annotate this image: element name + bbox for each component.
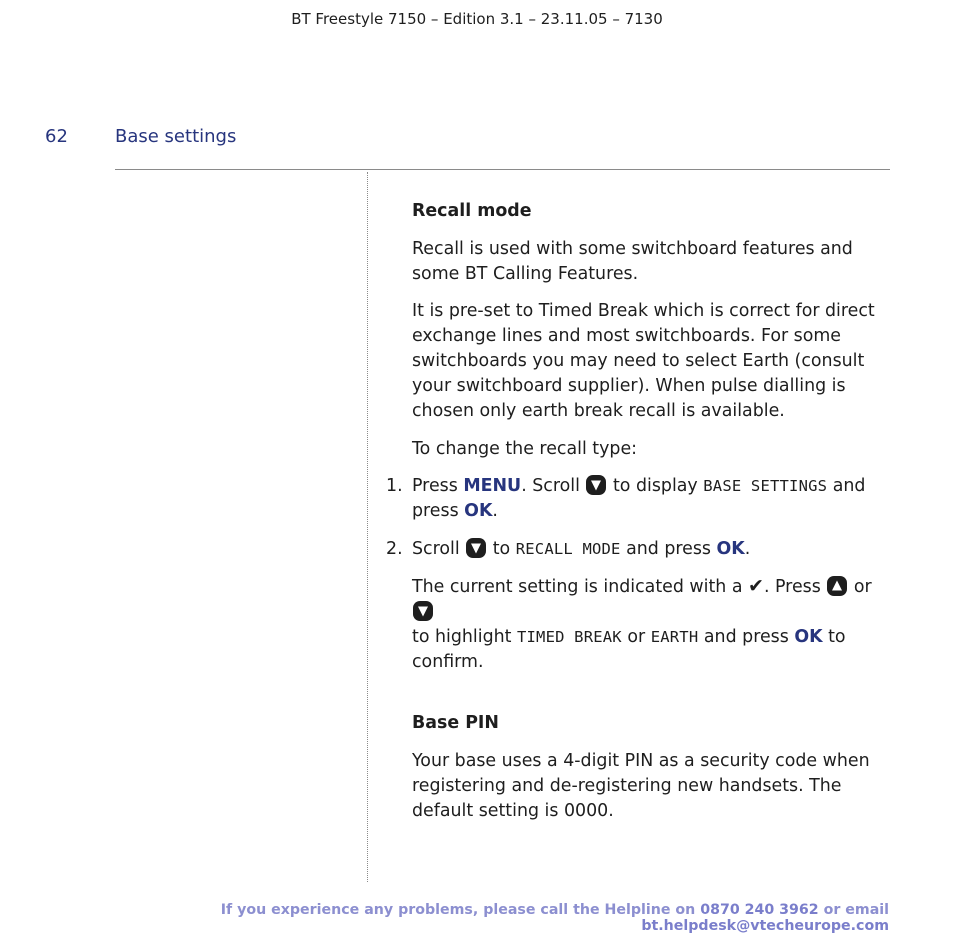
base-pin-description: Your base uses a 4-digit PIN as a security code when registering and de-registering new handsets. The default setting is 0000.: [412, 750, 870, 821]
footer-text: or email: [818, 902, 889, 918]
footer-text: If you experience any problems, please call the Helpline on: [220, 902, 701, 918]
recall-mode-instruction: To change the recall type:: [412, 438, 638, 459]
note-text: The current setting is indicated with a: [412, 577, 749, 597]
step-2-note: [412, 574, 890, 675]
note-text: to highlight: [412, 627, 517, 647]
base-pin-heading: Base PIN: [412, 713, 499, 733]
ok-key-label: OK: [464, 501, 493, 521]
step-text: and press: [620, 538, 717, 559]
menu-key-label: MENU: [463, 476, 522, 496]
helpline-phone: 0870 240 3962: [700, 902, 819, 918]
lcd-text: TIMED BREAK: [516, 628, 622, 646]
recall-mode-heading: Recall mode: [412, 201, 532, 221]
scroll-down-icon: [585, 474, 607, 496]
step-2: [386, 537, 890, 562]
scroll-down-icon: [412, 600, 434, 622]
document-info: BT Freestyle 7150 – Edition 3.1 – 23.11.05 – 7130: [291, 10, 663, 28]
header-rule: [115, 169, 890, 170]
lcd-text: EARTH: [650, 628, 699, 646]
note-text: to confirm.: [412, 627, 846, 672]
recall-mode-description: It is pre-set to Timed Break which is correct for direct exchange lines and most switchboards. For some switchboards you may need to select Earth (consult your switchboard supplier). When pulse dialling is chosen only earth break recall is available.: [412, 301, 875, 421]
note-text: and press: [698, 627, 795, 647]
note-text: . Press: [763, 577, 827, 597]
step-number: 2.: [386, 538, 403, 559]
section-title: Base settings: [115, 126, 237, 147]
column-divider: [367, 172, 368, 882]
step-text: Scroll: [412, 538, 466, 559]
scroll-up-icon: [826, 575, 848, 597]
step-text: .: [492, 501, 498, 521]
step-1: [386, 474, 890, 524]
tick-icon: ✔: [748, 575, 764, 597]
step-text: and press: [412, 476, 866, 521]
step-text: .: [744, 538, 751, 559]
step-text: to display: [607, 476, 704, 496]
ok-key-label: OK: [794, 627, 823, 647]
note-text: or: [621, 627, 651, 647]
helpline-footer: [0, 902, 889, 934]
note-text: or: [848, 577, 872, 597]
page-number: 62: [45, 126, 68, 147]
helpdesk-email: bt.helpdesk@vtecheurope.com: [641, 918, 889, 934]
main-content: [386, 199, 890, 836]
step-number: 1.: [386, 476, 403, 496]
lcd-text: RECALL MODE: [515, 539, 621, 558]
lcd-text: BASE SETTINGS: [703, 477, 828, 495]
step-text: Press: [412, 476, 464, 496]
ok-key-label: OK: [716, 538, 745, 559]
step-text: . Scroll: [521, 476, 586, 496]
recall-mode-intro: Recall is used with some switchboard features and some BT Calling Features.: [412, 238, 853, 284]
scroll-down-icon: [465, 537, 487, 559]
step-text: to: [487, 538, 516, 559]
